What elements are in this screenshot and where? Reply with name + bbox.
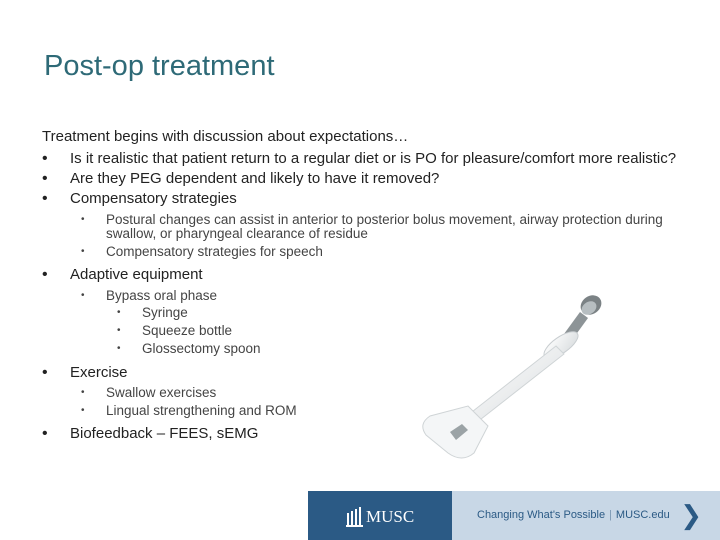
bullet-dot: • — [42, 170, 48, 187]
sub-sub-bullet-squeeze-text: Squeeze bottle — [142, 323, 233, 338]
footer-tagline — [477, 509, 670, 521]
footer-tagline-panel — [452, 491, 720, 540]
bullet-dot: • — [42, 364, 48, 381]
slide-title: Post-op treatment — [44, 50, 275, 82]
bullet-exercise-text: Exercise — [70, 364, 128, 381]
intro-text: Treatment begins with discussion about expectations… — [42, 128, 409, 145]
sub-bullet-speech-text: Compensatory strategies for speech — [106, 244, 323, 259]
syringe-barrel — [468, 346, 564, 423]
bullet-diet — [42, 150, 692, 167]
bullet-dot: • — [81, 246, 85, 257]
tagline-separator: | — [609, 509, 612, 521]
bullet-biofeedback-text: Biofeedback – FEES, sEMG — [70, 425, 259, 442]
bullet-dot: • — [117, 343, 121, 354]
bullet-compensatory — [42, 190, 692, 207]
logo-text: MUSC — [366, 507, 415, 526]
bullet-dot: • — [81, 290, 85, 301]
sub-bullet-postural — [42, 213, 666, 241]
bullet-adaptive-text: Adaptive equipment — [70, 266, 203, 283]
bullet-adaptive — [42, 266, 692, 283]
bullet-compensatory-text: Compensatory strategies — [70, 190, 237, 207]
bullet-diet-text: Is it realistic that patient return to a regular diet or is PO for pleasure/comfort more realistic? — [70, 150, 677, 167]
sub-bullet-bypass-text: Bypass oral phase — [106, 288, 218, 303]
bullet-dot: • — [81, 405, 85, 416]
bullet-dot: • — [81, 214, 85, 225]
bullet-dot: • — [42, 266, 48, 283]
glossectomy-spoon-image — [410, 288, 610, 463]
bullet-dot: • — [117, 307, 121, 318]
sub-bullet-speech — [42, 245, 692, 259]
sub-bullet-postural-text: Postural changes can assist in anterior to posterior bolus movement, airway protection during swallow, or pharyngeal clearance of residue — [106, 212, 663, 241]
bullet-dot: • — [81, 387, 85, 398]
sub-bullet-swallow-text: Swallow exercises — [106, 385, 217, 400]
tagline-text: Changing What's Possible — [477, 509, 606, 521]
sub-sub-bullet-syringe-text: Syringe — [142, 305, 188, 320]
site-link[interactable]: MUSC.edu — [615, 509, 670, 521]
building-icon — [346, 505, 364, 527]
bullet-dot: • — [42, 150, 48, 167]
bullet-peg-text: Are they PEG dependent and likely to have it removed? — [70, 170, 440, 187]
chevron-right-icon[interactable]: ❯ — [680, 500, 702, 530]
bullet-dot: • — [42, 425, 48, 442]
musc-logo — [346, 505, 414, 527]
sub-bullet-lingual-text: Lingual strengthening and ROM — [106, 403, 297, 418]
sub-sub-bullet-spoon-text: Glossectomy spoon — [142, 341, 261, 356]
bullet-dot: • — [117, 325, 121, 336]
footer-logo-panel — [308, 491, 452, 540]
footer-banner — [308, 491, 720, 540]
bullet-dot: • — [42, 190, 48, 207]
bullet-peg — [42, 170, 692, 187]
